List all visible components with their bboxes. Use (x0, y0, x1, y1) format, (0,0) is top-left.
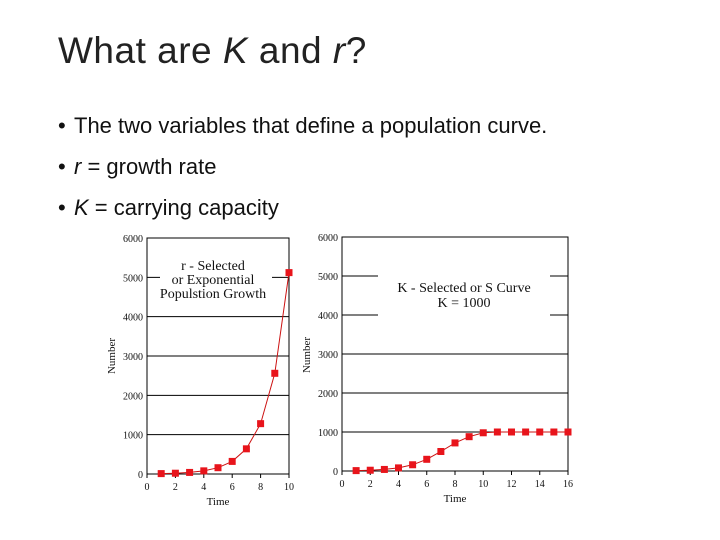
bullet-text: The two variables that define a population curve. (74, 113, 548, 138)
bullet-variable: K (74, 195, 89, 220)
chart-2 (301, 233, 573, 505)
bullet-variable: r (74, 154, 82, 179)
data-point (494, 429, 501, 436)
y-tick-label: 4000 (318, 311, 338, 322)
annotation-line: r - Selected (181, 259, 245, 274)
annotation-line: K = 1000 (437, 296, 491, 311)
annotation-line: or Exponential (171, 273, 255, 288)
x-tick-label: 10 (478, 479, 489, 490)
x-tick-label: 10 (284, 482, 294, 493)
data-point (466, 433, 473, 440)
y-axis-label: Number (106, 337, 118, 375)
data-point (200, 467, 207, 474)
x-tick-label: 4 (201, 482, 207, 493)
x-axis-label: Time (443, 493, 467, 505)
x-tick-label: 6 (229, 482, 235, 493)
y-tick-label: 5000 (318, 272, 338, 283)
title-part-3: ? (345, 30, 367, 71)
title-part-1: What are (58, 30, 223, 71)
x-tick-label: 2 (367, 479, 373, 490)
bullet-dot-icon: • (58, 195, 66, 220)
data-point (522, 429, 529, 436)
data-point (437, 448, 444, 455)
y-tick-label: 4000 (123, 312, 143, 324)
data-point (286, 269, 293, 276)
bullet-text: = growth rate (81, 154, 217, 179)
annotation-line: K - Selected or S Curve (397, 281, 531, 296)
x-tick-label: 12 (506, 479, 517, 490)
data-point (565, 429, 572, 436)
x-tick-label: 8 (258, 482, 264, 493)
chart-1 (106, 234, 294, 508)
x-tick-label: 0 (339, 479, 345, 490)
x-tick-label: 2 (172, 482, 178, 493)
data-point (186, 469, 193, 476)
data-point (536, 429, 543, 436)
data-point (271, 370, 278, 377)
data-point (215, 464, 222, 471)
bullet-text: = carrying capacity (88, 195, 279, 220)
x-tick-label: 8 (452, 479, 458, 490)
data-point (423, 456, 430, 463)
y-tick-label: 3000 (123, 352, 143, 363)
y-tick-label: 6000 (318, 233, 338, 244)
data-point (257, 420, 264, 427)
y-tick-label: 1000 (123, 430, 143, 442)
data-point (353, 467, 360, 474)
x-tick-label: 6 (424, 479, 430, 490)
data-point (243, 445, 250, 452)
bullet-dot-icon: • (58, 113, 66, 138)
data-point (409, 461, 416, 468)
data-point (229, 458, 236, 465)
data-point (550, 429, 557, 436)
trend-line (356, 432, 568, 471)
data-point (367, 467, 374, 474)
x-axis-label: Time (206, 496, 230, 508)
data-point (381, 466, 388, 473)
data-point (508, 429, 515, 436)
x-tick-label: 14 (534, 479, 545, 490)
title-part-2: and (248, 30, 333, 71)
data-point (480, 429, 487, 436)
y-tick-label: 6000 (123, 234, 143, 245)
y-tick-label: 5000 (123, 273, 143, 285)
data-point (452, 439, 459, 446)
x-tick-label: 0 (144, 482, 150, 493)
data-point (172, 470, 179, 477)
y-tick-label: 2000 (123, 391, 143, 403)
title-k: K (222, 30, 249, 71)
data-point (158, 470, 165, 477)
x-tick-label: 4 (396, 479, 401, 490)
y-axis-label: Number (301, 336, 313, 374)
y-tick-label: 0 (333, 467, 338, 478)
title-r: r (332, 30, 346, 71)
y-tick-label: 1000 (318, 428, 338, 439)
annotation-line: Populstion Growth (159, 287, 267, 302)
bullet-dot-icon: • (58, 154, 66, 179)
y-tick-label: 2000 (318, 389, 338, 400)
y-tick-label: 0 (138, 470, 143, 481)
y-tick-label: 3000 (318, 350, 338, 361)
data-point (395, 464, 402, 471)
x-tick-label: 16 (563, 479, 573, 490)
